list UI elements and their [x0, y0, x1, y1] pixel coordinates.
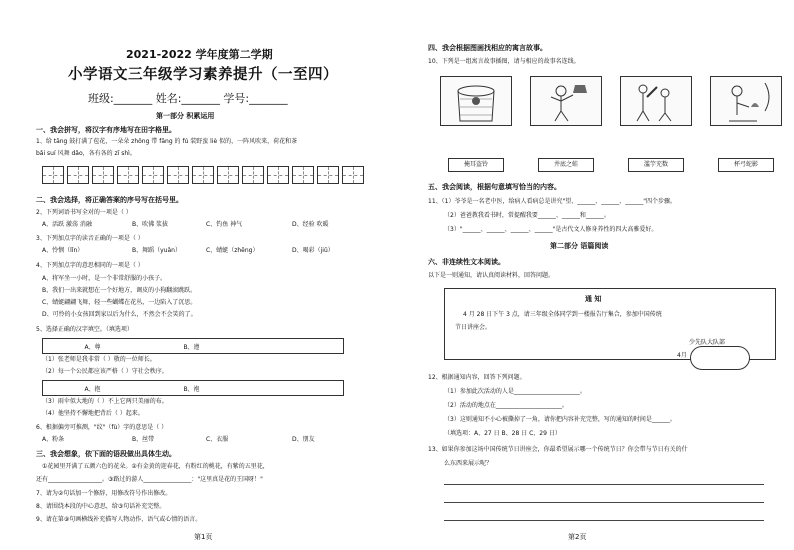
writing-cell[interactable] [192, 166, 214, 184]
section4-heading: 四、我会根据图画找相应的寓言故事。 [428, 44, 547, 52]
q6-text: 6、根据偏旁可推测，"纹"（fù）字的意思是（ ） [36, 424, 168, 431]
q2-text: 2、下列词语书写全对的一项是（ ） [36, 209, 132, 216]
q5-table2 [42, 380, 344, 396]
writing-cell[interactable] [242, 166, 264, 184]
caption-2[interactable]: 井底之蛙 [538, 158, 594, 172]
part1-header: 第一部分 积累运用 [156, 112, 215, 120]
q2-option-c: C、钓鱼 神气 [206, 221, 243, 228]
q12-line1: （1）参加此次活动的人是______________________。 [444, 388, 586, 395]
q2-option-d: D、经验 吹暖 [292, 221, 329, 228]
musician-icon [621, 77, 691, 125]
q6-option-b: B、丝带 [132, 436, 155, 443]
answer-line[interactable] [444, 484, 764, 485]
q4-option-c: C、蜻蜓翩翩飞舞，轻一些蝴蝶在花丛，一边陷入了沉思。 [42, 299, 197, 306]
section1-line2: bǎi suí 风舞 dǎo，各有各的 zī shì。 [36, 150, 136, 157]
writing-grid[interactable] [42, 166, 364, 184]
fable-illustration-4 [710, 76, 782, 126]
section6-heading: 六、非连续性文本阅读。 [428, 258, 505, 266]
q8-text: 8、请围绕本段的中心意思，给③句话补充完整。 [36, 503, 166, 510]
caption-4[interactable]: 杯弓蛇影 [718, 158, 774, 172]
part2-header: 第二部分 语篇阅读 [550, 242, 609, 250]
page-number-left: 第1页 [194, 533, 213, 541]
left-page [6, 0, 391, 550]
section5-heading: 五、我会阅读，根据句意填写恰当的内容。 [428, 183, 561, 191]
q10-text: 10、下列是一组寓言故事插图，请与相应的故事名连线。 [428, 58, 580, 65]
q13-text: 13、如果你参加这场中国传统节日讲座会，你最希望展示哪一个传统节日？你会带与节日有关的什 [428, 446, 688, 453]
notice-date: 4月 [677, 352, 687, 359]
q3-option-c: C、蜻蜓（zhēng） [206, 247, 259, 254]
section3-line2: 还有__________________。③路过的游人________________："这里真是花的王国呀！" [36, 476, 263, 483]
notice-title: 通 知 [585, 295, 602, 303]
writing-cell[interactable] [267, 166, 289, 184]
q12-line3: （3）这则通知不小心被撕掉了一角，请你把内容补充完整，写的通知的时间是______。 [444, 416, 676, 423]
q3-option-b: B、舞蹈（yuǎn） [132, 247, 181, 254]
q4-option-a: A、将军坐一小时，是一个非常舒服的小孩子。 [42, 275, 167, 282]
section6-intro: 以下是一则通知，请认真阅读材料，回答问题。 [428, 272, 555, 279]
q6-option-a: A、粉条 [42, 436, 65, 443]
bell-thief-icon [531, 77, 601, 125]
cup-bow-icon [711, 77, 781, 125]
caption-1[interactable]: 掩耳盗铃 [448, 158, 504, 172]
student-info: 班级:_______ 姓名:_______ 学号:_______ [88, 92, 288, 105]
section2-heading: 二、我会选择，将正确答案的序号写在括号里。 [36, 196, 183, 204]
q6-option-c: C、衣服 [206, 436, 229, 443]
answer-line[interactable] [444, 520, 764, 521]
q12-choice: （填选项：A、27 日 B、28 日 C、29 日） [444, 430, 561, 437]
title-main: 小学语文三年级学习素养提升（一至四） [68, 67, 338, 83]
writing-cell[interactable] [217, 166, 239, 184]
writing-cell[interactable] [117, 166, 139, 184]
q2-option-a: A、活跃 激荡 消融 [42, 221, 92, 228]
notice-body1: 4 月 28 日下午 3 点，请三年级全体同学到一楼报告厅集合，参加中国传统 [463, 311, 662, 318]
q4-option-d: D、可怜的小女孩回到家以后为什么，不然会不会笑的了。 [42, 311, 197, 318]
fable-illustration-3 [620, 76, 692, 126]
q5-t1-a: A、尊 [84, 343, 101, 351]
well-frog-icon [441, 77, 511, 125]
q11-line1: 11、（1）爷爷是一名老中医，给病人看病总是讲究"望、______、______、______"四个步骤。 [428, 198, 676, 205]
q11-line3: （3）"______、______、______、______"是古代文人修身养性的四大高雅爱好。 [444, 226, 658, 233]
q5-text: 5、选择正确的汉字填空。（填选项） [36, 326, 133, 333]
q5-t1-b: B、遵 [183, 343, 200, 351]
q3-option-d: D、喝彩（jiǔ） [292, 247, 334, 254]
q5-t2-a: A、抱 [84, 385, 101, 393]
section3-heading: 三、我会想象，依下面的语段做出具体生动。 [36, 450, 176, 458]
q11-line2: （2）爸爸教我看书时，常提醒我要______、______和______。 [444, 212, 610, 219]
notice-signer: 少先队大队部 [689, 339, 726, 346]
title-year: 2021-2022 学年度第二学期 [126, 48, 273, 61]
writing-cell[interactable] [342, 166, 364, 184]
q4-text: 4、下列加点字的意思相同的一项是（ ） [36, 262, 144, 269]
writing-cell[interactable] [167, 166, 189, 184]
q5-line3: （3）雨伞似大地的（ ）不上它两只美丽的布。 [42, 398, 168, 405]
writing-cell[interactable] [92, 166, 114, 184]
fable-illustration-1 [440, 76, 512, 126]
section3-line1: ①花园里开满了五颜六色的花朵。②有金黄的迎春花，有粉红的桃花，有紫的五里花， [42, 463, 269, 470]
q4-option-b: B、我们一出来就想在一个好地方，调皮的小狗翻滚跳跃。 [42, 287, 197, 294]
q13-text2: 么东西来展示呢？ [444, 460, 493, 467]
q5-line4: （4）他坚持不懈地把背后（ ）起来。 [42, 410, 144, 417]
q5-table1 [42, 338, 344, 354]
writing-cell[interactable] [142, 166, 164, 184]
answer-line[interactable] [444, 502, 764, 503]
writing-cell[interactable] [292, 166, 314, 184]
q2-option-b: B、吹佛 浆拔 [132, 221, 169, 228]
notice-body2: 节日讲座会。 [455, 324, 492, 331]
q12-text: 12、根据通知内容，回答下列问题。 [428, 374, 526, 381]
q5-line1: （1）张老师是我非常（ ）敬的一位师长。 [42, 356, 156, 363]
q3-option-a: A、怜悯（lǐn） [42, 247, 84, 254]
section1-heading: 一、我会拼写，将汉字有序地写在田字格里。 [36, 126, 176, 134]
section1-line1: 1、给 tāng 鼓打满了苞花，一朵朵 zhǒng 带 fāng 的 fú 装野蛮 liè 似的，一阵风吹来，荷花和茶 [36, 138, 298, 145]
q9-text: 9、请在第⑨句画横线补充描写人物动作、语气或心情的语言。 [36, 516, 202, 523]
writing-cell[interactable] [42, 166, 64, 184]
caption-3[interactable]: 滥竽充数 [628, 158, 684, 172]
q3-text: 3、下列加点字的读音正确的一项是（ ） [36, 235, 144, 242]
writing-cell[interactable] [67, 166, 89, 184]
q5-t2-b: B、袍 [183, 385, 200, 393]
q7-text: 7、请为②句话加一个修辞，用修改符号作出修改。 [36, 490, 172, 497]
q12-line2: （2）活动的地点在______________________。 [444, 402, 568, 409]
writing-cell[interactable] [317, 166, 339, 184]
q6-option-d: D、朋友 [292, 436, 315, 443]
right-page [400, 0, 785, 550]
torn-corner [690, 346, 750, 370]
page-number-right: 第2页 [568, 533, 587, 541]
fable-illustration-2 [530, 76, 602, 126]
q5-line2: （2）每一个公民都应该严格（ ）守社会秩序。 [42, 368, 168, 375]
